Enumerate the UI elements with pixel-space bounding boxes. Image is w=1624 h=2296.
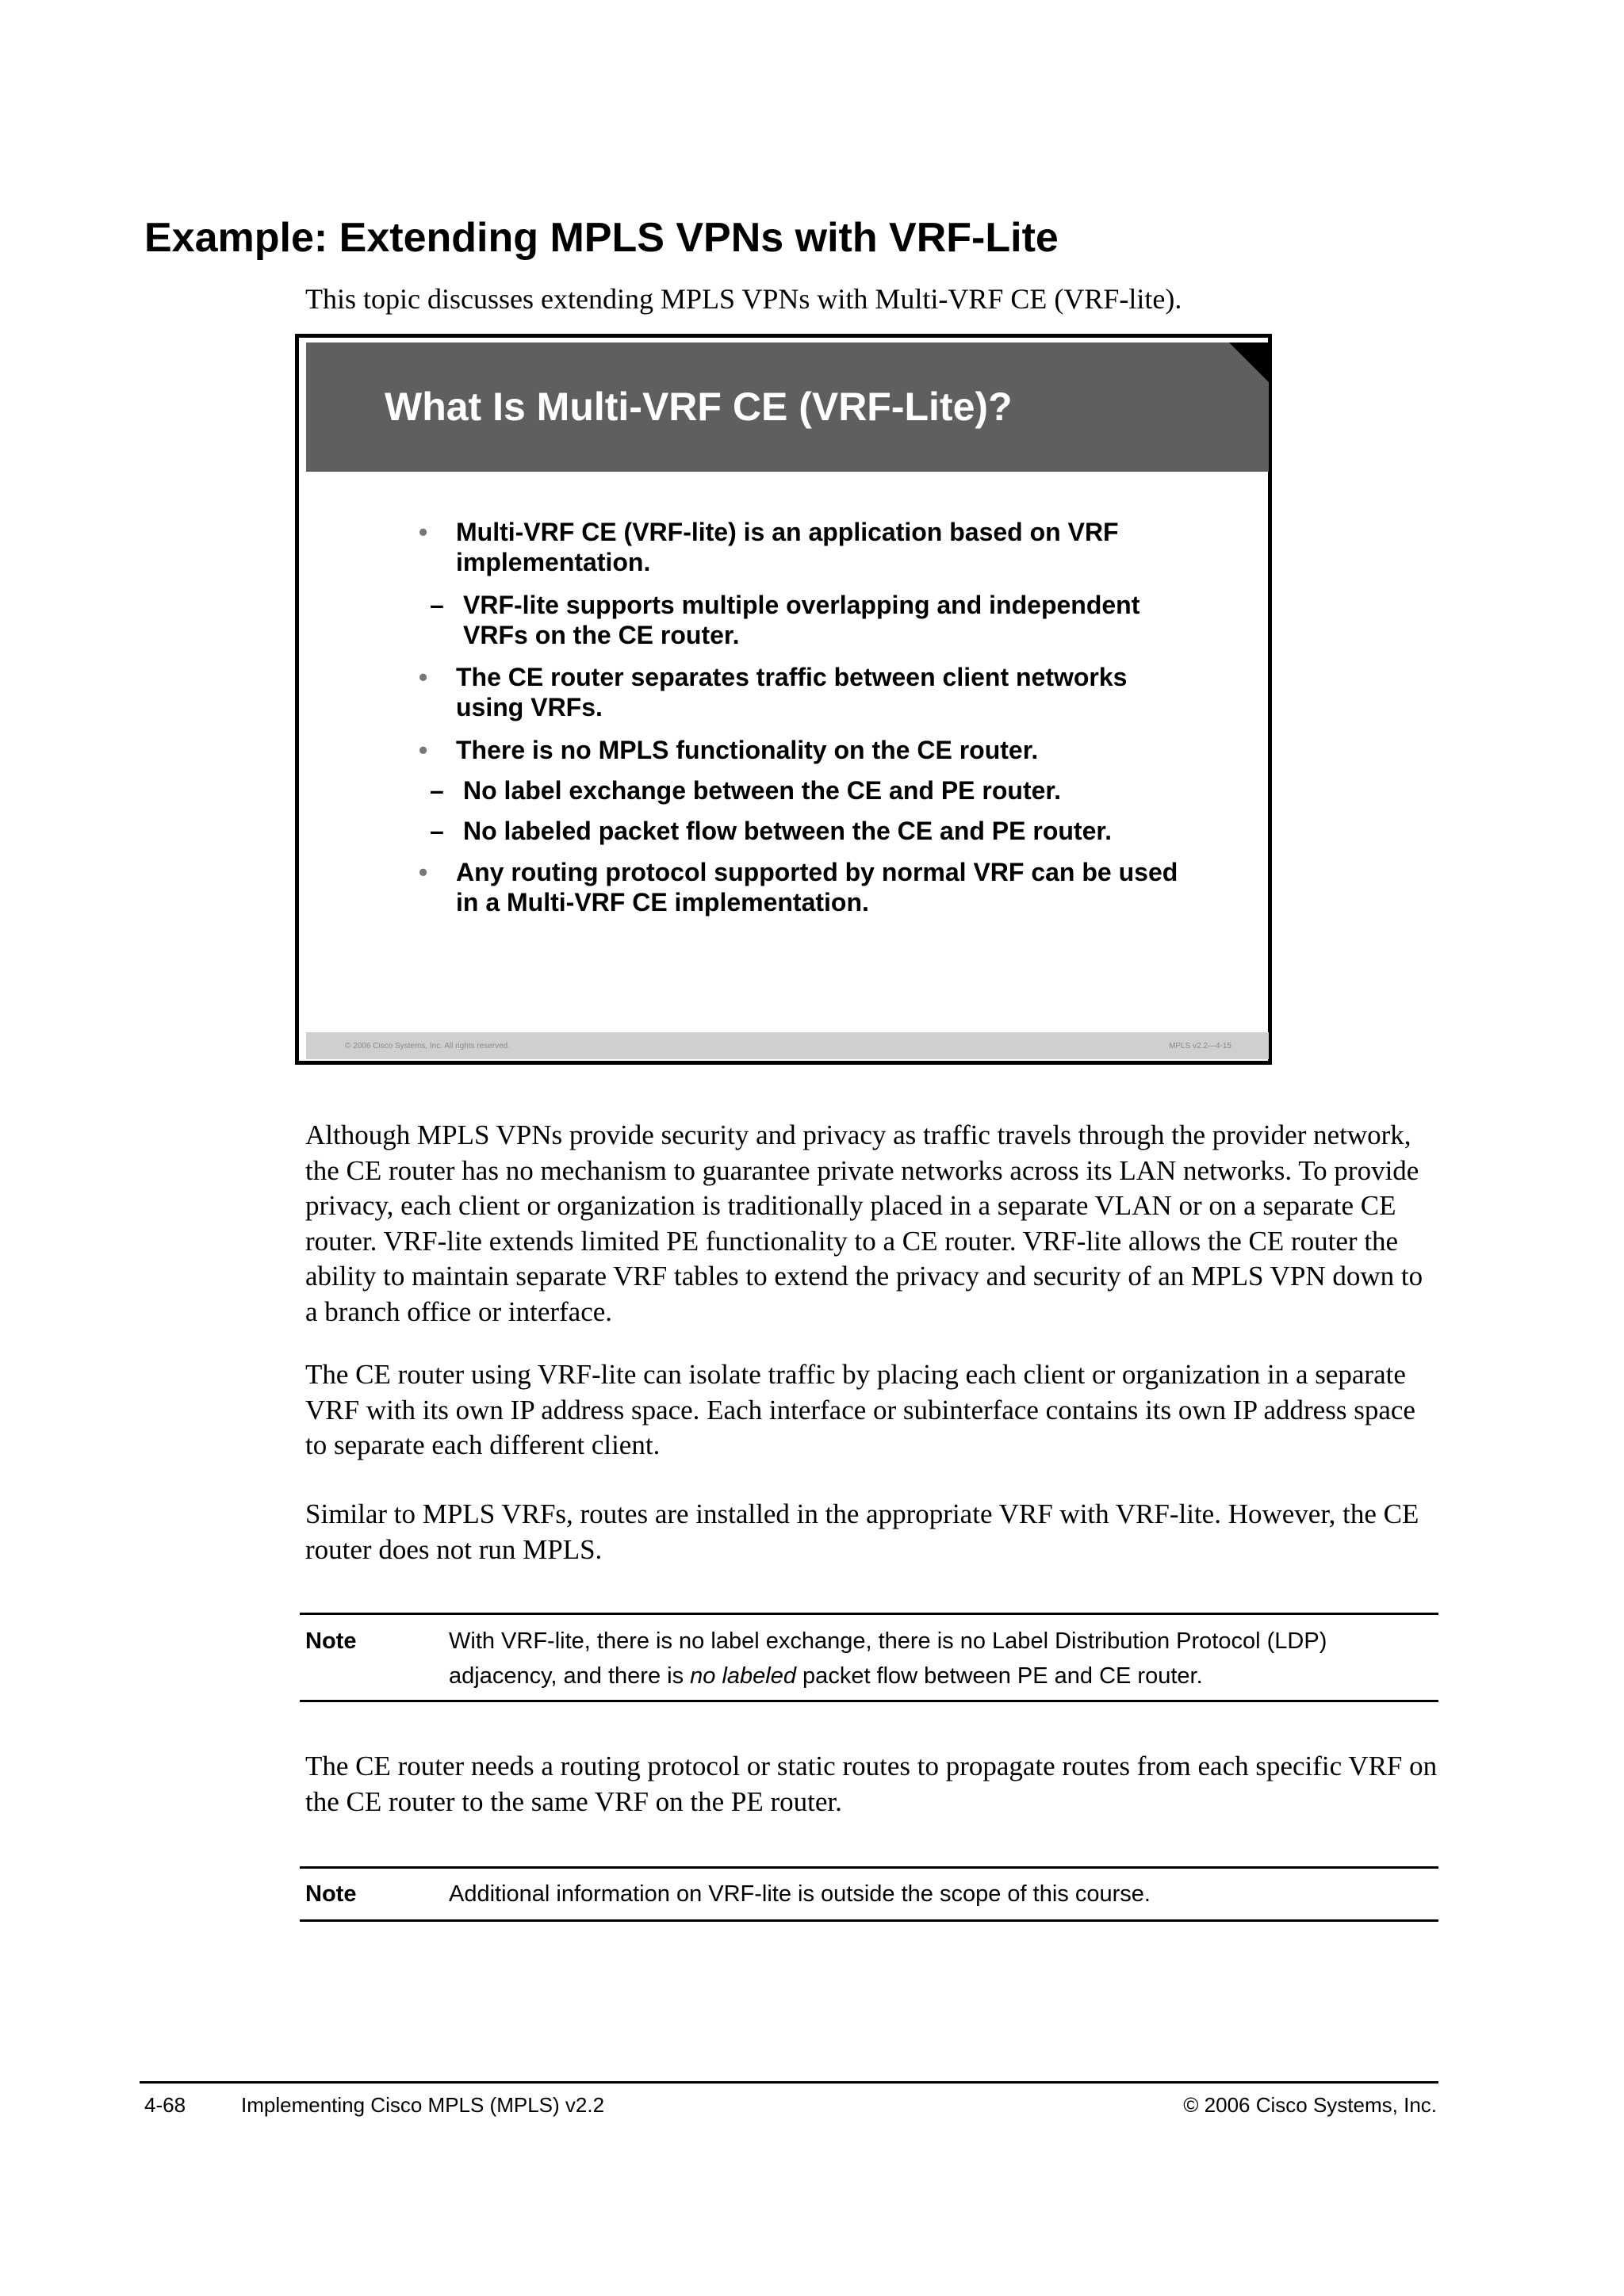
footer-rule xyxy=(140,2081,1438,2084)
course-title: Implementing Cisco MPLS (MPLS) v2.2 xyxy=(241,2093,605,2117)
slide-subbullet xyxy=(430,775,1180,806)
subbullet-text: No labeled packet flow between the CE and PE router. xyxy=(463,817,1112,845)
body-paragraph: Similar to MPLS VRFs, routes are installed in the appropriate VRF with VRF-lite. However, the CE router does not run MPLS. xyxy=(305,1498,1419,1565)
subbullet-text: VRF-lite supports multiple overlapping and independent VRFs on the CE router. xyxy=(463,591,1140,649)
slide-bullet xyxy=(419,735,1180,765)
slide-footer xyxy=(306,1032,1269,1059)
note-emphasis: no labeled xyxy=(690,1663,796,1689)
page-number: 4-68 xyxy=(144,2093,186,2117)
dash-icon: – xyxy=(430,591,444,619)
slide-figure xyxy=(295,334,1272,1065)
bullet-text: Multi-VRF CE (VRF-lite) is an application based on VRF implementation. xyxy=(456,518,1119,576)
slide-bullets xyxy=(299,338,1268,1061)
bullet-dot-icon: • xyxy=(419,858,428,886)
note-text xyxy=(449,1624,1438,1693)
bullet-text: The CE router separates traffic between client networks using VRFs. xyxy=(456,663,1128,721)
footer-copyright: © 2006 Cisco Systems, Inc. xyxy=(1183,2093,1437,2117)
note-text-part: packet flow between PE and CE router. xyxy=(796,1663,1203,1689)
note-box xyxy=(300,1866,1438,1922)
body-paragraph: Although MPLS VPNs provide security and privacy as traffic travels through the provider network, the CE router has no mechanism to guarantee private networks across its LAN networks. To provide privacy, each client or organization is traditionally placed in a separate VLAN or on a separate CE router. VRF-lite extends limited PE functionality to a CE router. VRF-lite allows the CE router the ability to maintain separate VRF tables to extend the privacy and security of an MPLS VPN down to a branch office or interface. xyxy=(305,1119,1423,1327)
bullet-dot-icon: • xyxy=(419,663,428,691)
bullet-text: There is no MPLS functionality on the CE router. xyxy=(456,736,1039,764)
note-box xyxy=(300,1613,1438,1702)
slide-title: What Is Multi-VRF CE (VRF-Lite)? xyxy=(385,385,1013,429)
body-paragraph: The CE router needs a routing protocol or static routes to propagate routes from each specific VRF on the CE router to the same VRF on the PE router. xyxy=(305,1751,1438,1817)
note-label: Note xyxy=(305,1881,357,1907)
intro-text: This topic discusses extending MPLS VPNs with Multi-VRF CE (VRF-lite). xyxy=(305,283,1182,315)
slide-copyright: © 2006 Cisco Systems, Inc. All rights reserved. xyxy=(345,1042,511,1050)
dash-icon: – xyxy=(430,817,444,845)
slide-bullet xyxy=(419,857,1180,917)
note-text-part: With VRF-lite, there is no label exchange, there is no Label Distribution Protocol (LDP) adjacency, and there is xyxy=(449,1628,1327,1689)
bullet-dot-icon: • xyxy=(419,518,428,546)
section-heading: Example: Extending MPLS VPNs with VRF-Lite xyxy=(144,215,1059,261)
slide-subbullet xyxy=(430,590,1180,650)
bullet-dot-icon: • xyxy=(419,736,428,764)
slide-subbullet xyxy=(430,816,1180,846)
slide-bullet xyxy=(419,662,1180,722)
dash-icon: – xyxy=(430,776,444,805)
subbullet-text: No label exchange between the CE and PE router. xyxy=(463,776,1061,805)
note-label: Note xyxy=(305,1628,357,1654)
slide-bullet xyxy=(419,517,1180,577)
body-paragraph: The CE router using VRF-lite can isolate traffic by placing each client or organization in a separate VRF with its own IP address space. Each interface or subinterface contains its own IP address space to separate each different client. xyxy=(305,1359,1415,1460)
slide-number: MPLS v2.2—4-15 xyxy=(1169,1042,1231,1050)
note-text: Additional information on VRF-lite is outside the scope of this course. xyxy=(449,1881,1151,1907)
bullet-text: Any routing protocol supported by normal VRF can be used in a Multi-VRF CE implementation. xyxy=(456,858,1178,916)
